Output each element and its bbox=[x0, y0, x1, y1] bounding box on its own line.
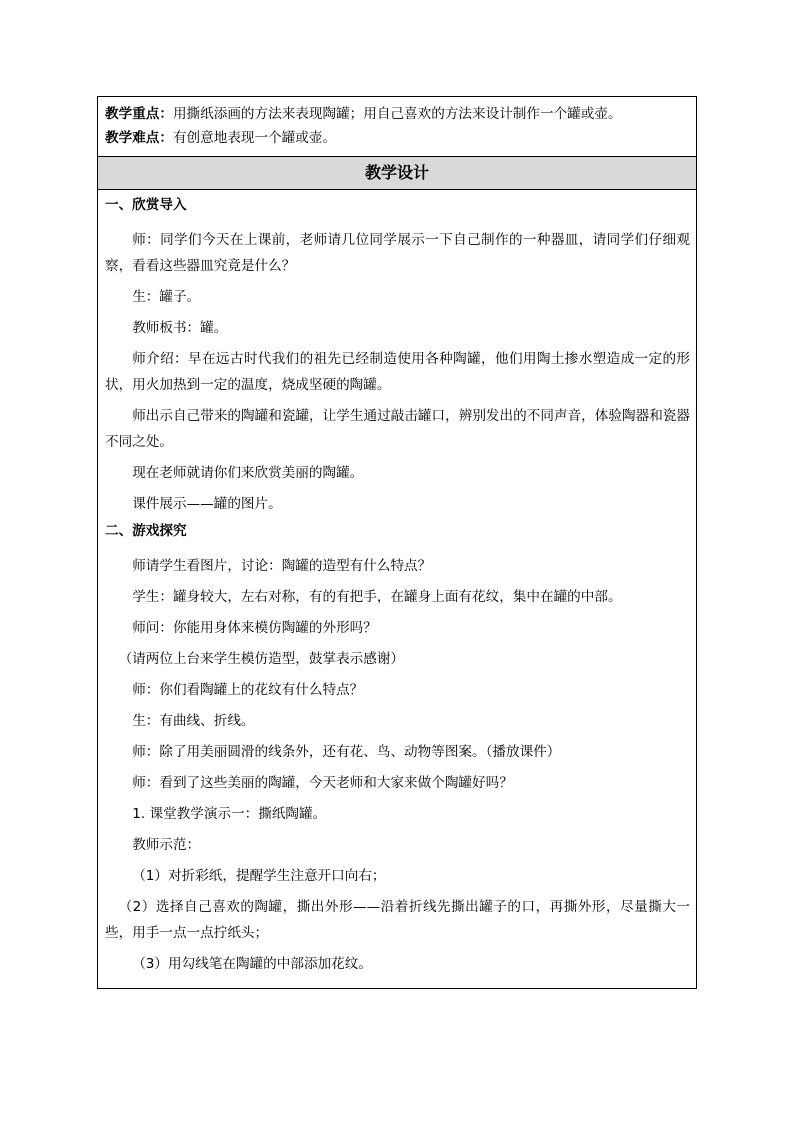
key-point-label: 教学重点： bbox=[105, 106, 173, 122]
difficulty-text: 有创意地表现一个罐或壶。 bbox=[172, 130, 337, 146]
difficulty-line bbox=[105, 126, 690, 150]
s2-paragraph: 师：除了用美丽圆滑的线条外，还有花、鸟、动物等图案。（播放课件） bbox=[132, 744, 561, 760]
lesson-plan-table bbox=[97, 96, 697, 989]
s1-paragraph: 师：同学们今天在上课前，老师请几位同学展示一下自己制作的一种器皿，请同学们仔细观察，看看这些器皿究竟是什么？ bbox=[105, 232, 690, 274]
design-title: 教学设计 bbox=[98, 157, 696, 190]
s1-paragraph: 课件展示——罐的图片。 bbox=[132, 496, 282, 512]
design-body bbox=[98, 190, 696, 988]
s2-paragraph: （1）对折彩纸，提醒学生注意开口向右； bbox=[132, 868, 386, 884]
s2-paragraph: 1. 课堂教学演示一：撕纸陶罐。 bbox=[132, 806, 327, 822]
s2-paragraph: 教师示范： bbox=[132, 837, 201, 853]
s1-paragraph: 师介绍：早在远古时代我们的祖先已经制造使用各种陶罐，他们用陶土掺水塑造成一定的形状，用火加热到一定的温度，烧成坚硬的陶罐。 bbox=[105, 351, 690, 393]
s2-paragraph: 师：你们看陶罐上的花纹有什么特点？ bbox=[132, 682, 364, 698]
key-point-line bbox=[105, 102, 690, 126]
s2-paragraph: （2）选择自己喜欢的陶罐，撕出外形——沿着折线先撕出罐子的口，再撕外形，尽量撕大一些，用手一点一点拧纸头； bbox=[105, 899, 690, 941]
s2-paragraph: 师请学生看图片，讨论：陶罐的造型有什么特点？ bbox=[132, 558, 432, 574]
s1-paragraph: 师出示自己带来的陶罐和瓷罐，让学生通过敲击罐口，辨别发出的不同声音，体验陶器和瓷器不同之处。 bbox=[105, 408, 690, 450]
section2-heading: 二、游戏探究 bbox=[105, 523, 187, 539]
s2-paragraph: （3）用勾线笔在陶罐的中部添加花纹。 bbox=[132, 956, 372, 972]
section1-heading: 一、欣赏导入 bbox=[105, 197, 187, 213]
s1-paragraph: 生：罐子。 bbox=[132, 289, 201, 305]
s2-paragraph: 师：看到了这些美丽的陶罐，今天老师和大家来做个陶罐好吗？ bbox=[132, 775, 513, 791]
difficulty-label: 教学难点： bbox=[105, 130, 173, 146]
s2-paragraph: 生：有曲线、折线。 bbox=[132, 713, 255, 729]
s1-paragraph: 现在老师就请你们来欣赏美丽的陶罐。 bbox=[132, 465, 364, 481]
s1-paragraph: 教师板书：罐。 bbox=[132, 320, 228, 336]
s2-paragraph: （请两位上台来学生模仿造型，鼓掌表示感谢） bbox=[118, 651, 405, 667]
s2-paragraph: 师问：你能用身体来模仿陶罐的外形吗？ bbox=[132, 620, 377, 636]
s2-paragraph: 学生：罐身较大，左右对称，有的有把手，在罐身上面有花纹，集中在罐的中部。 bbox=[132, 589, 622, 605]
focus-cell bbox=[98, 97, 696, 157]
key-point-text: 用撕纸添画的方法来表现陶罐；用自己喜欢的方法来设计制作一个罐或壶。 bbox=[172, 106, 622, 122]
